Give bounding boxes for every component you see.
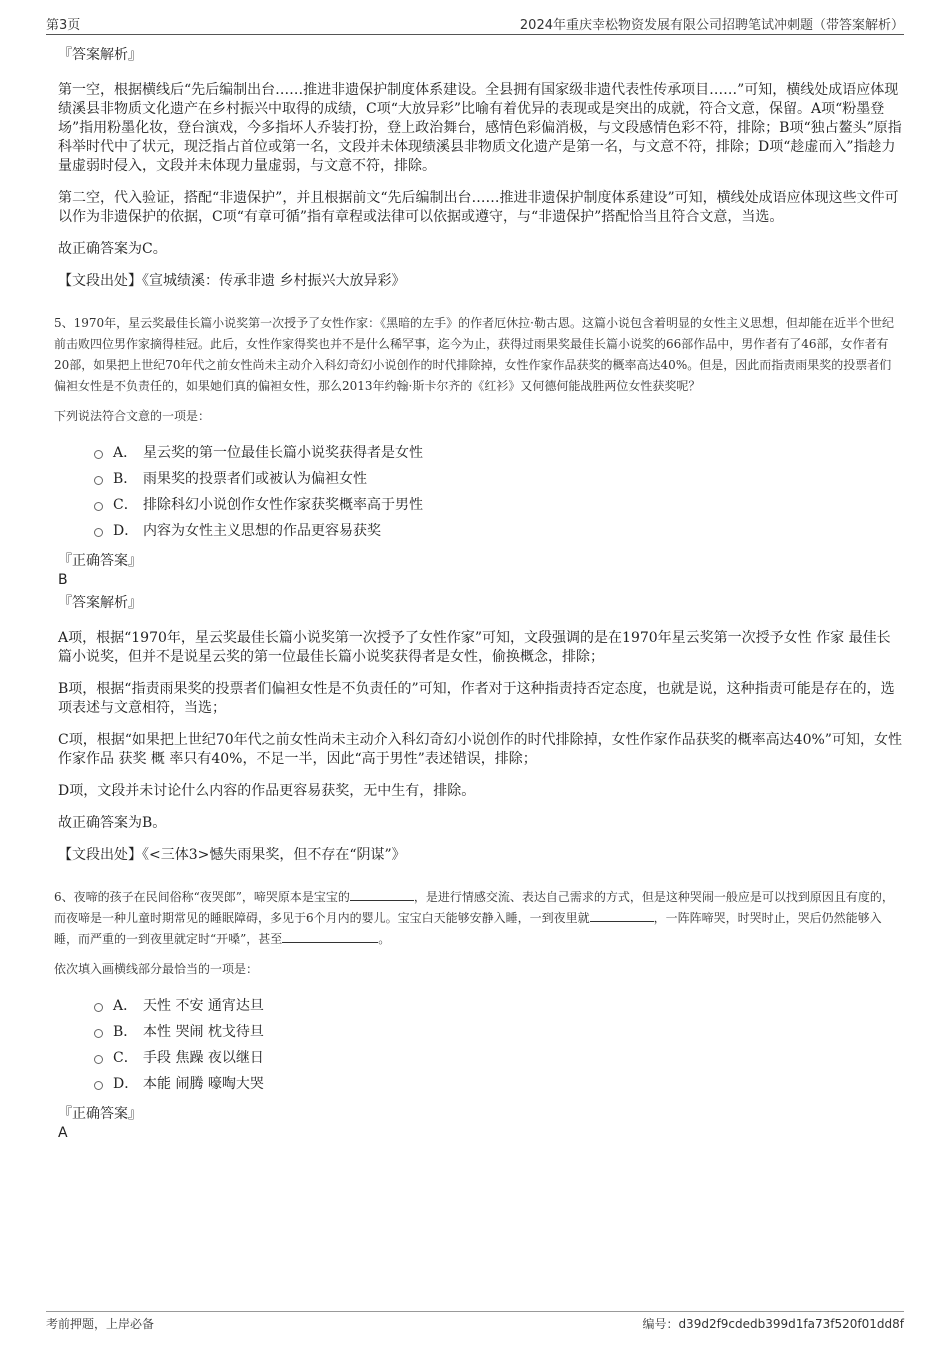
answer-conclusion: 故正确答案为B。: [58, 815, 167, 831]
option-list: [94, 440, 902, 544]
question-prompt: 依次填入画横线部分最恰当的一项是：: [54, 962, 259, 976]
option-d[interactable]: D． 本能 闹腾 嚎啕大哭: [94, 1071, 902, 1097]
option-b[interactable]: B． 雨果奖的投票者们或被认为偏袒女性: [94, 466, 902, 492]
option-a[interactable]: A． 星云奖的第一位最佳长篇小说奖获得者是女性: [94, 440, 902, 466]
radio-icon[interactable]: [94, 476, 103, 485]
radio-icon[interactable]: [94, 1003, 103, 1012]
analysis-paragraph: C项，根据“如果把上世纪70年代之前女性尚未主动介入科幻奇幻小说创作的时代排除掉，女性作家作品获奖的概率高达40%”可知，女性 作家作品 获奖 概 率只有40%，不足一半，因此“高于男性”表述错误，排除；: [58, 732, 902, 767]
correct-answer: B: [58, 572, 68, 588]
radio-icon[interactable]: [94, 502, 103, 511]
option-list: [94, 993, 902, 1097]
blank-line: [282, 930, 378, 943]
correct-answer-label: 『正确答案』: [58, 1106, 142, 1122]
radio-icon[interactable]: [94, 450, 103, 459]
radio-icon[interactable]: [94, 1029, 103, 1038]
analysis-paragraph: B项，根据“指责雨果奖的投票者们偏袒女性是不负责任的”可知，作者对于这种指责持否定态度，也就是说，这种指责可能是存在的，选项表述与文意相符，当选；: [58, 681, 895, 716]
analysis-paragraph: D项，文段并未讨论什么内容的作品更容易获奖，无中生有，排除。: [58, 783, 476, 799]
answer-conclusion: 故正确答案为C。: [58, 241, 167, 257]
radio-icon[interactable]: [94, 1055, 103, 1064]
blank-line: [590, 909, 654, 922]
document-title: 2024年重庆幸松物资发展有限公司招聘笔试冲刺题（带答案解析）: [519, 18, 904, 33]
question-text: 6、夜啼的孩子在民间俗称“夜哭郎”，啼哭原本是宝宝的 ，是进行情感交流、表达自己需求的方式，但是这种哭闹一般应是可以找到原因且有度的，而夜啼是一种儿童时期常见的睡眠障碍，多见于6个月内的婴儿。宝宝白天能够安静入睡，一到夜里就 ，一阵阵啼哭，时哭时止，哭后仍然能够入睡，而严重的一到夜里就定时“开嗓”，甚至 。: [54, 890, 894, 946]
page-header: [46, 14, 904, 35]
analysis-label: 『答案解析』: [58, 47, 142, 63]
blank-line: [350, 888, 414, 901]
source-citation: 【文段出处】《<三体3>憾失雨果奖，但不存在“阴谋”》: [58, 847, 406, 863]
analysis-paragraph: A项，根据“1970年，星云奖最佳长篇小说奖第一次授予了女性作家”可知，文段强调的是在1970年星云奖第一次授予女性 作家 最佳长篇小说奖，但并不是说星云奖的第一位最佳长篇小说奖获得者是女性，偷换概念，排除；: [58, 630, 891, 665]
source-citation: 【文段出处】《宣城绩溪：传承非遗 乡村振兴大放异彩》: [58, 273, 406, 289]
footer-slogan: 考前押题，上岸必备: [46, 1317, 155, 1331]
radio-icon[interactable]: [94, 1081, 103, 1090]
radio-icon[interactable]: [94, 528, 103, 537]
page-number: 第3页: [46, 18, 81, 33]
analysis-paragraph: 第二空，代入验证，搭配“非遗保护”，并且根据前文“先后编制出台……推进非遗保护制度体系建设”可知，横线处成语应体现这些文件可以作为非遗保护的依据，C项“有章可循”指有章程或法律可以依据或遵守，与“非遗保护”搭配恰当且符合文意，当选。: [58, 190, 899, 225]
correct-answer-label: 『正确答案』: [58, 553, 142, 569]
option-a[interactable]: A． 天性 不安 通宵达旦: [94, 993, 902, 1019]
option-b[interactable]: B． 本性 哭闹 枕戈待旦: [94, 1019, 902, 1045]
document-id: 编号：d39d2f9cdedb399d1fa73f520f01dd8f: [642, 1317, 904, 1331]
option-c[interactable]: C． 排除科幻小说创作女性作家获奖概率高于男性: [94, 492, 902, 518]
question-text: 5、1970年，星云奖最佳长篇小说奖第一次授予了女性作家：《黑暗的左手》的作者厄休拉·勒古恩。这篇小说包含着明显的女性主义思想，但却能在近半个世纪前击败四位男作家摘得桂冠。此后，女性作家得奖也并不是什么稀罕事，迄今为止，获得过雨果奖最佳长篇小说奖的66部作品中，男作者有了46部，女作者有20部，如果把上世纪70年代之前女性尚未主动介入科幻奇幻小说创作的时代排除掉，女性作家作品获奖的概率高达40%。但是，因此而指责雨果奖的投票者们偏袒女性是不负责任的，如果她们真的偏袒女性，那么2013年约翰·斯卡尔齐的《红衫》又何德何能战胜两位女性获奖呢？: [54, 316, 894, 393]
option-c[interactable]: C． 手段 焦躁 夜以继日: [94, 1045, 902, 1071]
page-content: [54, 44, 902, 1147]
correct-answer: A: [58, 1125, 68, 1141]
analysis-label: 『答案解析』: [58, 595, 142, 611]
analysis-paragraph: 第一空，根据横线后“先后编制出台……推进非遗保护制度体系建设。全县拥有国家级非遗代表性传承项目……”可知，横线处成语应体现绩溪县非物质文化遗产在乡村振兴中取得的成绩，C项“大放异彩”比喻有着优异的表现或是突出的成就，符合文意，保留。A项“粉墨登场”指用粉墨化妆，登台演戏，今多指坏人乔装打扮，登上政治舞台，感情色彩偏消极，与文段感情色彩不符，排除；B项“独占鳌头”原指科举时代中了状元，现泛指占首位或第一名，文段并未体现绩溪县非物质文化遗产是第一名，与文意不符，排除；D项“趁虚而入”指趁力量虚弱时侵入，文段并未体现力量虚弱，与文意不符，排除。: [58, 82, 902, 174]
option-d[interactable]: D． 内容为女性主义思想的作品更容易获奖: [94, 518, 902, 544]
page-footer: [46, 1311, 904, 1335]
question-prompt: 下列说法符合文意的一项是：: [54, 409, 211, 423]
